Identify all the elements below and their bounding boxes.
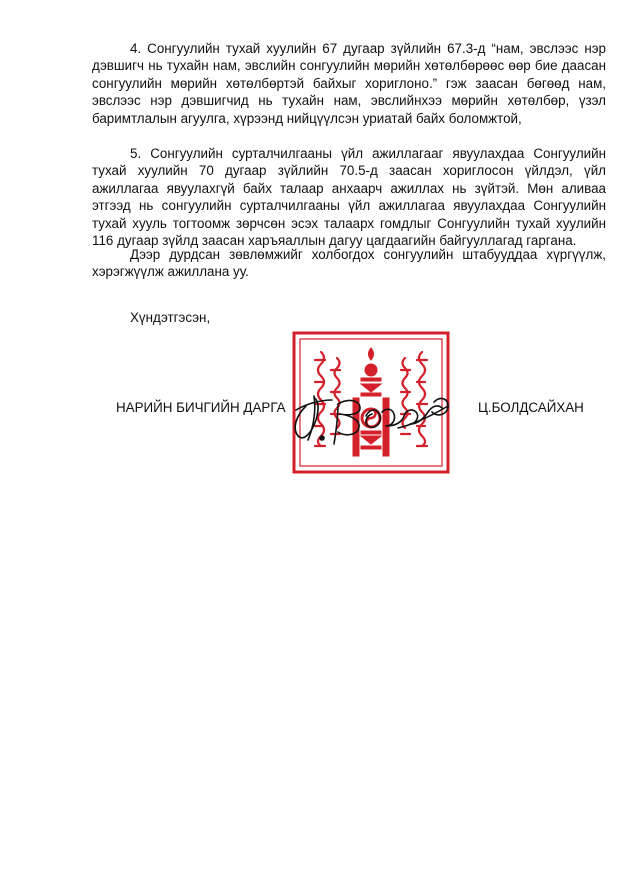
paragraph-5: 5. Сонгуулийн сурталчилгааны үйл ажиллагааг явуулахдаа Сонгуулийн тухай хуулийн 70 дугаар зүйлийн 70.5-д заасан хориглосон үйлдэл, үйл ажиллагаа явуулахгүй байх талаар анхаарч ажиллах нь зүйтэй. Мөн аливаа этгээд нь сонгуулийн сурталчилгааны үйл ажиллагаа явуулахдаа Сонгуулийн тухай хууль тогтоомж зөрчсөн эсэх талаарх гомдлыг Сонгуулийн тухай хуулийн 116 дугаар зүйлд заасан харъяаллын дагуу цагдаагийн байгууллагад гаргана. — [92, 146, 606, 249]
handwritten-signature — [278, 370, 468, 455]
paragraph-4: 4. Сонгуулийн тухай хуулийн 67 дугаар зүйлийн 67.3-д “нам, эвслээс нэр дэвшигч нь тухайн нам, эвслийн сонгуулийн мөрийн хөтөлбөрөөс өөр бие даасан сонгуулийн мөрийн хөтөлбөртэй байхыг хориглоно.” гэж заасан бөгөөд нам, эвслээс нэр дэвшигчид нь тухайн нам, эвслийнхээ мөрийн хөтөлбөр, үзэл баримтлалын агуулга, хүрээнд нийцүүлсэн уриатай байх боломжтой, — [92, 41, 606, 126]
signatory-name: Ц.БОЛДСАЙХАН — [478, 400, 584, 415]
signatory-title: НАРИЙН БИЧГИЙН ДАРГА — [116, 400, 286, 415]
paragraph-request: Дээр дурдсан зөвлөмжийг холбогдох сонгуулийн штабууддаа хүргүүлж, хэрэгжүүлж ажиллана уу. — [92, 247, 606, 280]
closing-salutation: Хүндэтгэсэн, — [130, 310, 211, 325]
